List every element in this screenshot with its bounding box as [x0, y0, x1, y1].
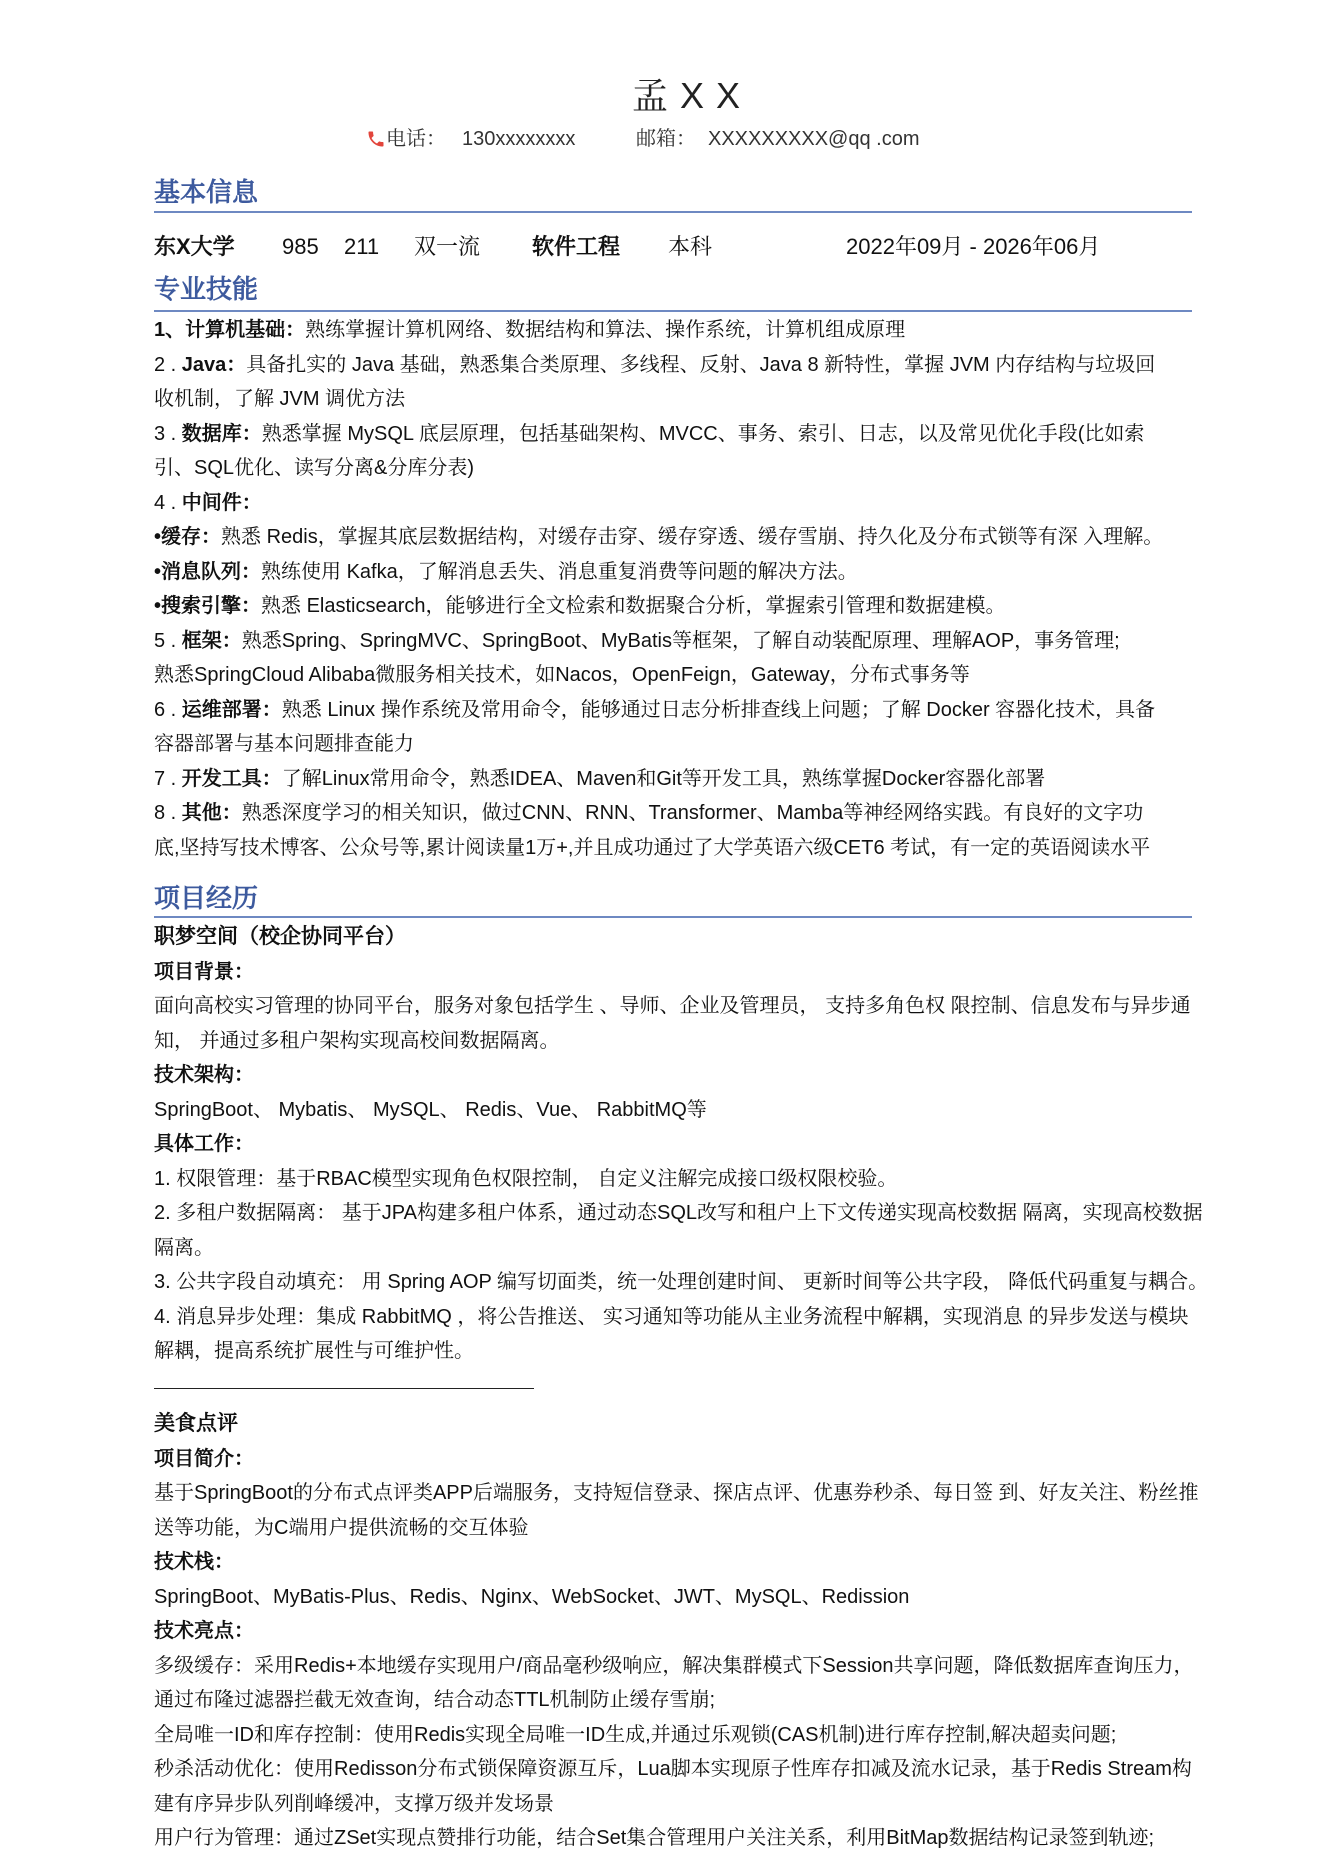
project-line: 送等功能，为C端用户提供流畅的交互体验	[154, 1516, 529, 1539]
phone-number: 130xxxxxxxx	[462, 128, 576, 150]
candidate-name: 孟 X X	[632, 75, 742, 116]
skill-item	[154, 348, 1254, 383]
skill-text: 熟悉Spring、SpringMVC、SpringBoot、MyBatis等框架，了解自动装配原理、理解AOP，事务管理;	[241, 629, 1120, 652]
skill-text: 熟悉深度学习的相关知识，做过CNN、RNN、Transformer、Mamba等神经网络实践。有良好的文字功	[241, 802, 1144, 824]
skill-text-continued: 收机制，了解 JVM 调优方法	[154, 388, 406, 410]
school-tag: 985	[282, 234, 319, 259]
skill-number: 3 .	[154, 422, 182, 445]
skill-label: 框架：	[181, 629, 242, 652]
project-line: SpringBoot、 Mybatis、 MySQL、 Redis、Vue、 RabbitMQ等	[154, 1098, 707, 1121]
skill-text: 熟悉 Elasticsearch，能够进行全文检索和数据聚合分析，掌握索引管理和数据建模。	[261, 595, 1006, 617]
study-period: 2022年09月 - 2026年06月	[846, 234, 1101, 259]
skill-text: 熟悉 Redis，掌握其底层数据结构，对缓存击穿、缓存穿透、缓存雪崩、持久化及分布式锁等有深 入理解。	[221, 526, 1164, 548]
skill-item	[154, 693, 1254, 728]
project-section-label: 技术架构：	[154, 1064, 254, 1086]
skill-label: 计算机基础：	[185, 319, 306, 341]
skill-label: 中间件：	[181, 491, 262, 514]
bullet: •	[154, 595, 162, 617]
school-tag: 双一流	[414, 234, 481, 259]
project-section-label: 技术亮点：	[154, 1620, 254, 1642]
phone-icon	[366, 125, 386, 153]
project-title: 美食点评	[154, 1412, 238, 1435]
skill-subitem	[154, 520, 1254, 555]
project-2	[154, 1407, 1254, 1856]
skill-label: 开发工具：	[181, 767, 282, 790]
skill-text: 了解Linux常用命令，熟悉IDEA、Maven和Git等开发工具，熟练掌握Docker容器化部署	[281, 767, 1046, 790]
project-line: 面向高校实习管理的协同平台，服务对象包括学生 、导师、企业及管理员， 支持多角色权 限控制、信息发布与异步通	[154, 995, 1191, 1017]
section-divider	[154, 310, 1192, 312]
project-section-label: 技术栈：	[154, 1551, 234, 1573]
project-line: 秒杀活动优化：使用Redisson分布式锁保障资源互斥，Lua脚本实现原子性库存扣减及流水记录，基于Redis Stream构	[154, 1758, 1192, 1780]
section-heading-skills: 专业技能	[154, 274, 259, 304]
skill-text: 具备扎实的 Java 基础，熟悉集合类原理、多线程、反射、Java 8 新特性，掌握 JVM 内存结构与垃圾回	[246, 353, 1156, 376]
skill-text-continued: 熟悉SpringCloud Alibaba微服务相关技术，如Nacos，OpenFeign，Gateway，分布式事务等	[154, 664, 970, 686]
project-line: SpringBoot、MyBatis-Plus、Redis、Nginx、WebSocket、JWT、MySQL、Redission	[154, 1585, 910, 1608]
email-address: XXXXXXXXX@qq .com	[708, 128, 920, 150]
skill-subitem	[154, 589, 1254, 624]
project-line: 通过布隆过滤器拦截无效查询，结合动态TTL机制防止缓存雪崩;	[154, 1689, 716, 1711]
skill-label: 搜索引擎：	[161, 595, 262, 617]
project-line: 2. 多租户数据隔离： 基于JPA构建多租户体系，通过动态SQL改写和租户上下文传递实现高校数据 隔离，实现高校数据	[154, 1202, 1203, 1224]
project-separator	[154, 1388, 534, 1389]
project-title: 职梦空间（校企协同平台）	[154, 925, 406, 948]
skill-item	[154, 486, 1254, 521]
skill-item	[154, 313, 1254, 348]
skill-item	[154, 762, 1254, 797]
skills-list	[154, 313, 1254, 865]
project-line: 基于SpringBoot的分布式点评类APP后端服务，支持短信登录、探店点评、优惠券秒杀、每日签 到、好友关注、粉丝推	[154, 1482, 1199, 1504]
skill-label: 其他：	[181, 802, 242, 824]
skill-item	[154, 624, 1254, 659]
skill-number: 8 .	[154, 802, 182, 824]
project-line: 隔离。	[154, 1236, 214, 1259]
project-line: 用户行为管理：通过ZSet实现点赞排行功能，结合Set集合管理用户关注关系，利用BitMap数据结构记录签到轨迹;	[154, 1827, 1155, 1849]
section-heading-basic-info: 基本信息	[154, 177, 259, 207]
skill-item	[154, 417, 1254, 452]
major: 软件工程	[532, 234, 621, 259]
skill-text-continued: 底,坚持写技术博客、公众号等,累计阅读量1万+,并且成功通过了大学英语六级CET6 考试，有一定的英语阅读水平	[154, 836, 1151, 859]
section-divider	[154, 916, 1192, 918]
skill-label: 运维部署：	[181, 698, 282, 721]
skill-subitem	[154, 555, 1254, 590]
project-line: 建有序异步队列削峰缓冲，支撑万级并发场景	[154, 1792, 554, 1815]
project-section-label: 项目背景：	[154, 960, 254, 983]
skill-text: 熟练使用 Kafka，了解消息丢失、消息重复消费等问题的解决方法。	[261, 560, 858, 583]
skill-text: 熟悉 Linux 操作系统及常用命令，能够通过日志分析排查线上问题；了解 Docker 容器化技术，具备	[281, 698, 1156, 721]
project-line: 多级缓存：采用Redis+本地缓存实现用户/商品毫秒级响应，解决集群模式下Session共享问题，降低数据库查询压力，	[154, 1654, 1194, 1677]
email-label: 邮箱：	[636, 128, 696, 150]
school-name: 东X大学	[154, 234, 235, 259]
bullet: •	[154, 560, 162, 583]
school-tag: 211	[344, 234, 380, 259]
project-section-label: 具体工作：	[154, 1133, 254, 1155]
skill-text: 熟悉掌握 MySQL 底层原理，包括基础架构、MVCC、事务、索引、日志，以及常见优化手段(比如索	[261, 422, 1145, 445]
skill-number: 4 .	[154, 491, 182, 514]
bullet: •	[154, 526, 162, 548]
project-line: 全局唯一ID和库存控制：使用Redis实现全局唯一ID生成,并通过乐观锁(CAS机制)进行库存控制,解决超卖问题;	[154, 1723, 1117, 1746]
section-heading-projects: 项目经历	[154, 883, 259, 913]
project-line: 1. 权限管理：基于RBAC模型实现角色权限控制， 自定义注解完成接口级权限校验。	[154, 1167, 898, 1190]
skill-item	[154, 796, 1254, 831]
skill-label: 消息队列：	[161, 560, 262, 583]
skill-label: Java：	[181, 353, 247, 376]
skill-number: 1、	[154, 319, 186, 341]
skill-number: 6 .	[154, 698, 182, 721]
skill-text-continued: 容器部署与基本问题排查能力	[154, 733, 414, 755]
skill-number: 5 .	[154, 629, 182, 652]
degree: 本科	[668, 234, 713, 259]
project-line: 解耦，提高系统扩展性与可维护性。	[154, 1340, 474, 1362]
phone-label: 电话：	[386, 128, 446, 150]
project-section-label: 项目简介：	[154, 1447, 254, 1470]
education-row	[154, 232, 1254, 262]
project-line: 知， 并通过多租户架构实现高校间数据隔离。	[154, 1029, 560, 1052]
contact-line	[366, 125, 966, 153]
project-line: 4. 消息异步处理：集成 RabbitMQ ，将公告推送、 实习通知等功能从主业务流程中解耦，实现消息 的异步发送与模块	[154, 1305, 1189, 1328]
skill-number: 2 .	[154, 353, 182, 376]
project-line: 3. 公共字段自动填充： 用 Spring AOP 编写切面类，统一处理创建时间、 更新时间等公共字段， 降低代码重复与耦合。	[154, 1271, 1209, 1293]
project-1	[154, 920, 1254, 1369]
skill-text: 熟练掌握计算机网络、数据结构和算法、操作系统，计算机组成原理	[305, 319, 906, 341]
skill-label: 数据库：	[181, 422, 262, 445]
skill-text-continued: 引、SQL优化、读写分离&分库分表)	[154, 457, 475, 479]
section-divider	[154, 211, 1192, 213]
skill-label: 缓存：	[161, 526, 222, 548]
skill-number: 7 .	[154, 767, 182, 790]
